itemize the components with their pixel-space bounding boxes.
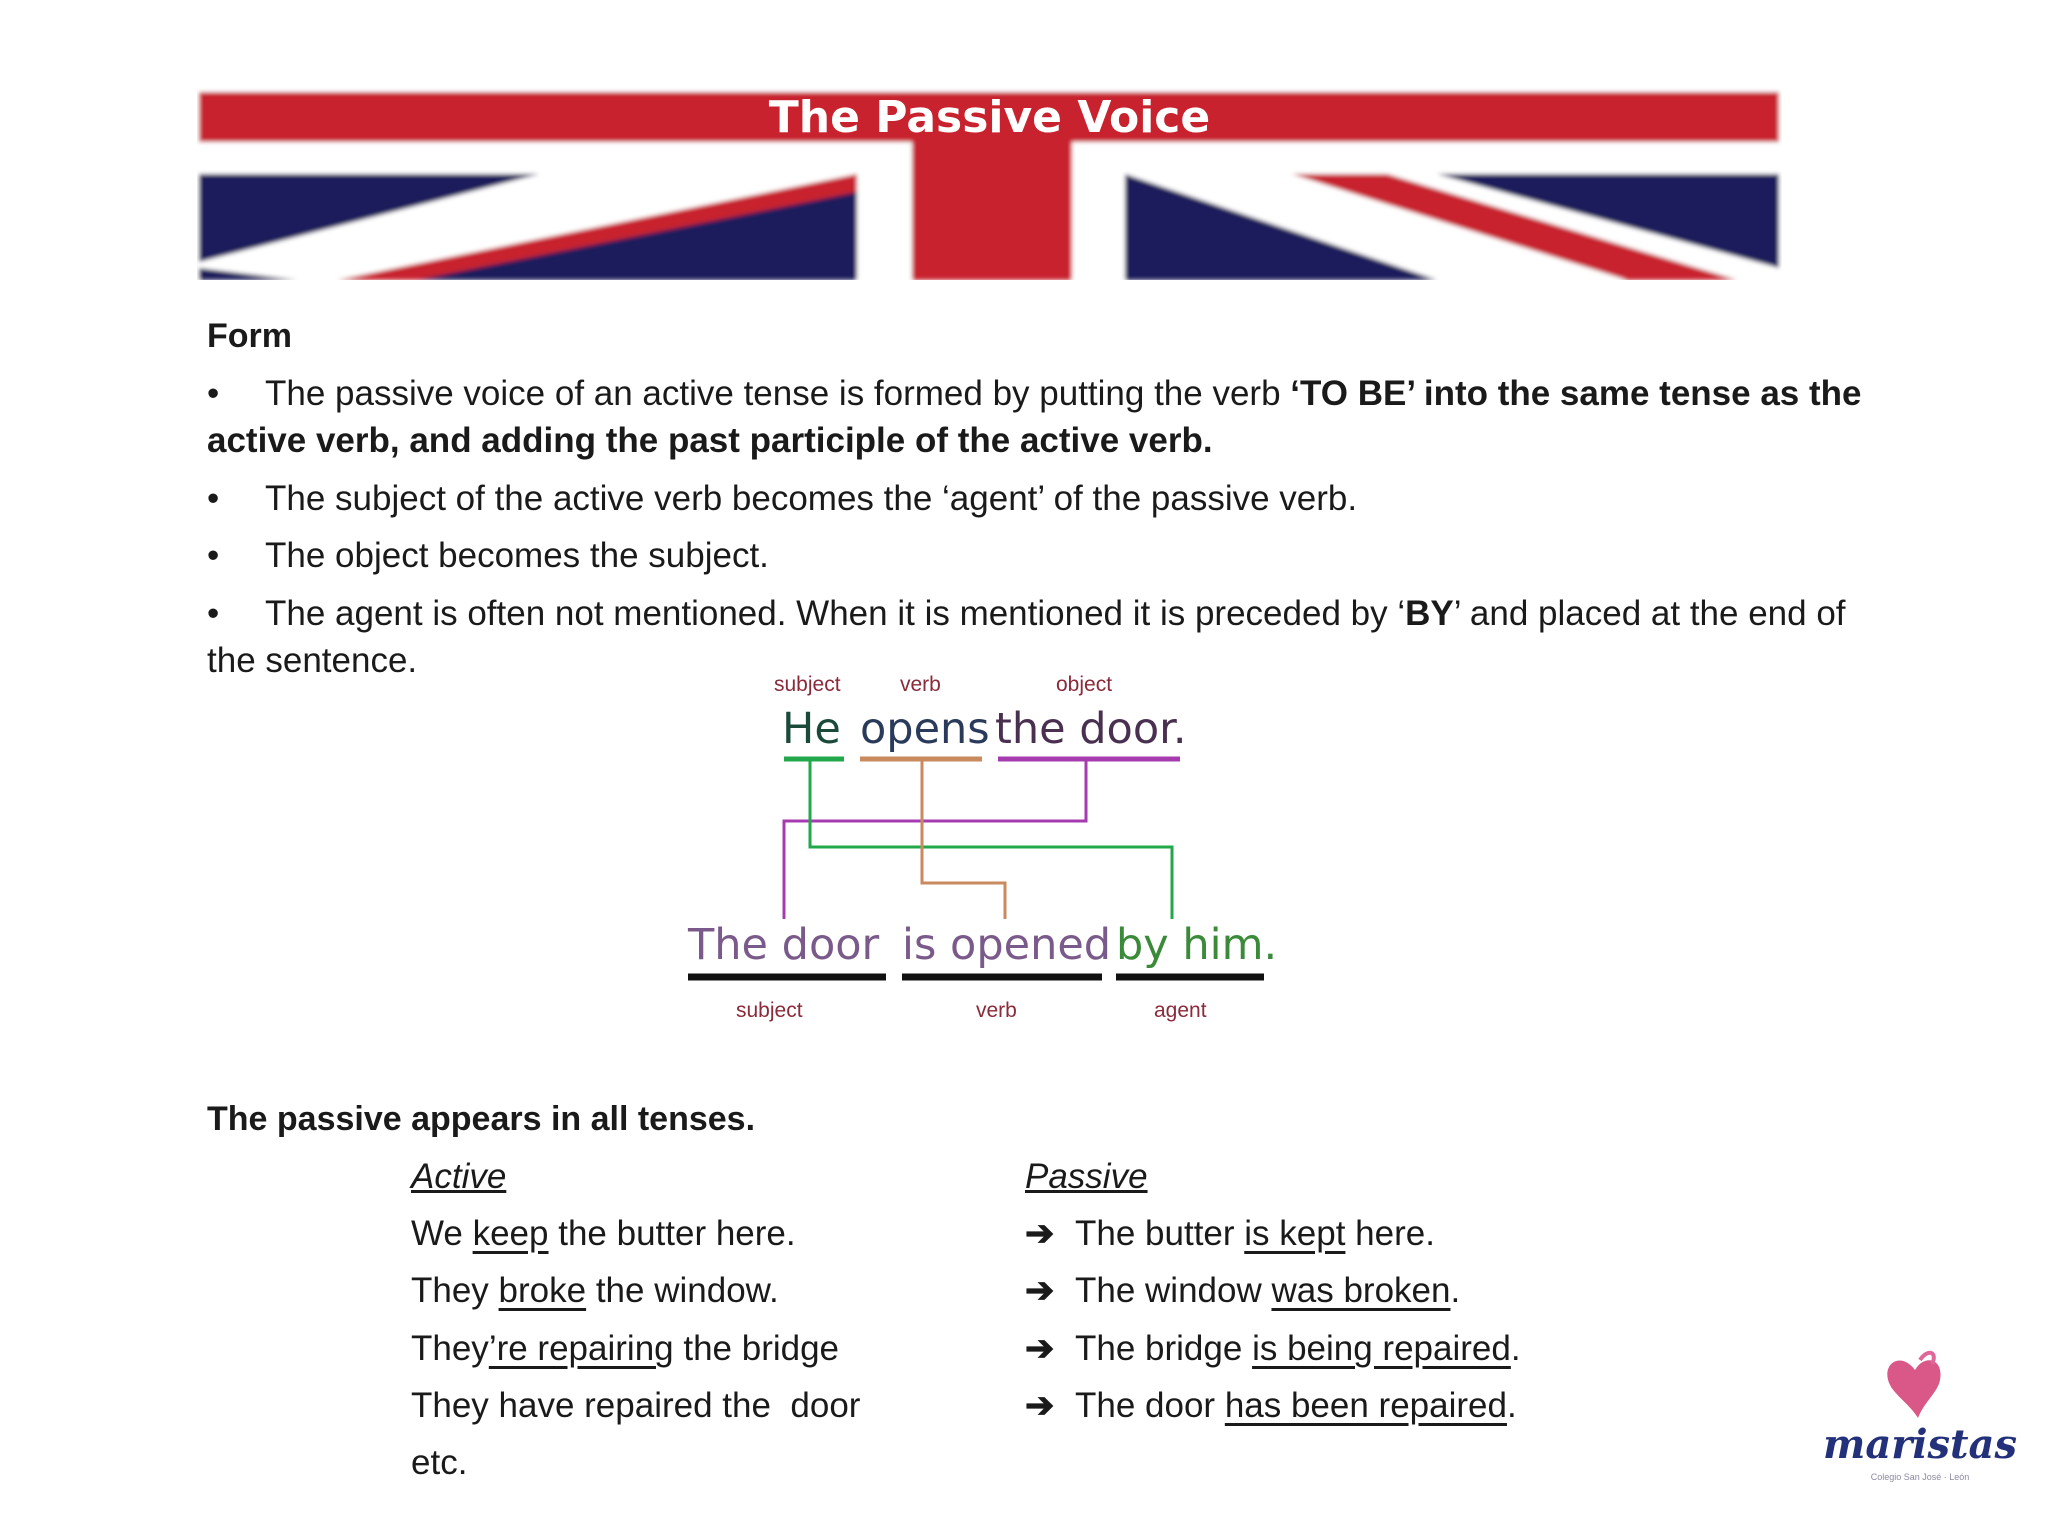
bullet-2-text: The subject of the active verb becomes the ‘agent’ of the passive verb.	[265, 479, 1358, 518]
bullet-item-1	[207, 370, 1927, 464]
label-bottom-agent: agent	[1154, 999, 1207, 1022]
connector-subject-to-agent	[810, 759, 1172, 919]
bullet-4-text-a: The agent is often not mentioned. When it is mentioned it is preceded by ‘	[265, 594, 1406, 633]
passive-example-3: ➔ The bridge is being repaired.	[1025, 1326, 1521, 1372]
bullet-item-2	[207, 475, 1927, 522]
active-passive-diagram	[680, 665, 1280, 1040]
logo-subtext: Colegio San José · León	[1870, 1472, 1970, 1482]
bullet-1-text: The passive voice of an active tense is formed by putting the verb	[265, 374, 1291, 413]
active-example-4: They have repaired the door	[411, 1386, 861, 1425]
passive-column-header: Passive	[1025, 1157, 1148, 1196]
bullet-dot: •	[207, 374, 220, 413]
active-word-the-door: the door.	[995, 704, 1187, 754]
label-top-verb: verb	[900, 673, 941, 696]
bullet-1-bold-b: active verb, and adding the past participle of the active verb.	[207, 421, 1213, 460]
arrow-icon: ➔	[1025, 1214, 1055, 1253]
passive-example-1: ➔ The butter is kept here.	[1025, 1211, 1435, 1257]
active-column-header: Active	[411, 1157, 507, 1196]
passive-words-the-door: The door	[688, 920, 880, 970]
active-example-1: We keep the butter here.	[411, 1214, 796, 1253]
passive-example-2: ➔ The window was broken.	[1025, 1268, 1460, 1314]
label-bottom-verb: verb	[976, 999, 1017, 1022]
page-title: The Passive Voice	[768, 92, 1211, 143]
heart-icon	[1887, 1353, 1940, 1418]
bullet-dot: •	[207, 479, 220, 518]
bullet-item-3	[207, 532, 1927, 579]
connector-object-to-subject	[784, 759, 1086, 919]
active-example-3: They’re repairing the bridge	[411, 1329, 840, 1368]
maristas-logo	[1820, 1340, 2020, 1500]
label-top-subject: subject	[774, 673, 841, 696]
active-word-he: He	[782, 704, 841, 754]
form-heading: Form	[207, 317, 292, 355]
passive-words-is-opened: is opened	[902, 920, 1112, 970]
bullet-3-text: The object becomes the subject.	[265, 536, 769, 575]
label-top-object: object	[1056, 673, 1113, 696]
bullet-1-bold-a: ‘TO BE’ into the same tense as the	[1290, 374, 1862, 413]
bullet-4-bold: BY	[1405, 594, 1454, 633]
arrow-icon: ➔	[1025, 1386, 1055, 1425]
tenses-heading: The passive appears in all tenses.	[207, 1100, 756, 1138]
bullet-dot: •	[207, 536, 220, 575]
label-bottom-subject: subject	[736, 999, 803, 1022]
arrow-icon: ➔	[1025, 1329, 1055, 1368]
passive-example-4: ➔ The door has been repaired.	[1025, 1383, 1517, 1429]
active-example-etc: etc.	[411, 1443, 468, 1482]
passive-words-by-him: by him.	[1116, 920, 1278, 970]
bullet-4-text-b: ’ and placed at the end of	[1453, 594, 1846, 633]
arrow-icon: ➔	[1025, 1271, 1055, 1310]
active-word-opens: opens	[860, 704, 990, 754]
bullet-dot: •	[207, 594, 220, 633]
logo-wordmark: maristas	[1823, 1421, 2017, 1468]
active-example-2: They broke the window.	[411, 1271, 779, 1310]
connector-verb-to-verb	[922, 759, 1005, 919]
bullet-4-text-c: the sentence.	[207, 641, 418, 680]
